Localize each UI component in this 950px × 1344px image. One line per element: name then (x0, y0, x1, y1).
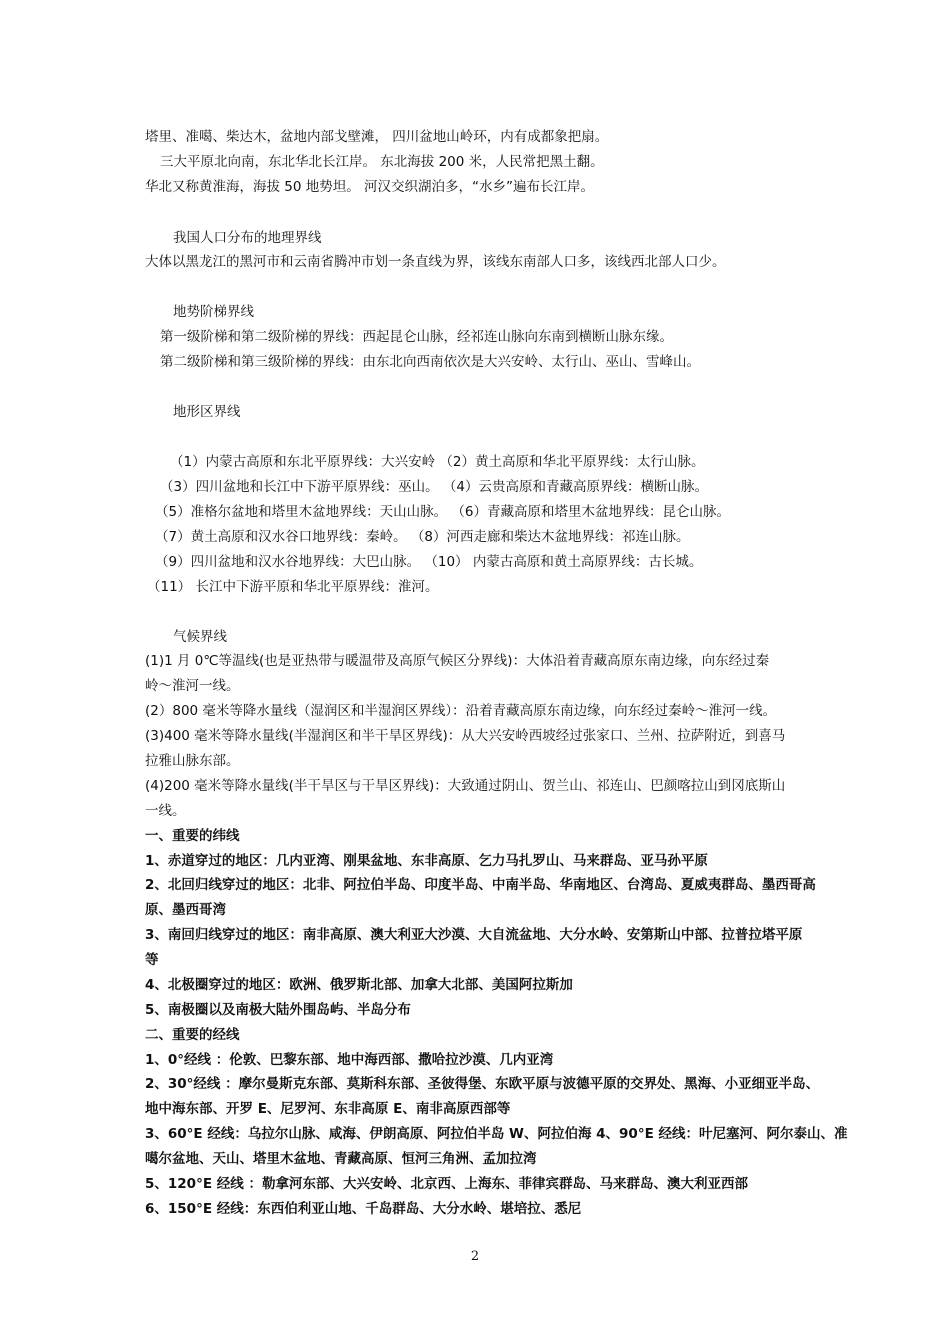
climate-line: 拉雅山脉东部。 (145, 753, 240, 769)
climate-line: 一线。 (145, 803, 186, 819)
latitude-line: 等 (145, 952, 159, 968)
longitude-line: 3、60°E 经线：乌拉尔山脉、咸海、伊朗高原、阿拉伯半岛 W、阿拉伯海 4、90°E 经线：叶尼塞河、阿尔泰山、准 (145, 1126, 848, 1142)
climate-line: (2）800 毫米等降水量线（湿润区和半湿润区界线）：沿着青藏高原东南边缘，向东经过秦岭～淮河一线。 (145, 703, 777, 719)
section-heading-climate: 气候界线 (173, 629, 227, 645)
section-heading-landform: 地形区界线 (173, 404, 241, 420)
terrain-step-line: 第一级阶梯和第二级阶梯的界线：西起昆仑山脉，经祁连山脉向东南到横断山脉东缘。 (160, 329, 673, 345)
longitude-line: 6、150°E 经线：东西伯利亚山地、千岛群岛、大分水岭、堪培拉、悉尼 (145, 1201, 582, 1217)
latitude-line: 1、赤道穿过的地区：几内亚湾、刚果盆地、东非高原、乞力马扎罗山、马来群岛、亚马孙平原 (145, 853, 708, 869)
longitude-line: 1、0°经线 ：伦敦、巴黎东部、地中海西部、撒哈拉沙漠、几内亚湾 (145, 1052, 554, 1068)
section-heading-latitudes: 一、重要的纬线 (145, 828, 240, 844)
poem-line: 三大平原北向南，东北华北长江岸。 东北海拔 200 米，人民常把黑土翻。 (160, 154, 604, 170)
climate-line: (1)1 月 0℃等温线(也是亚热带与暖温带及高原气候区分界线)：大体沿着青藏高原东南边缘，向东经过秦 (145, 653, 770, 669)
climate-line: (4)200 毫米等降水量线(半干旱区与干旱区界线)：大致通过阴山、贺兰山、祁连山、巴颜喀拉山到冈底斯山 (145, 778, 786, 794)
latitude-line: 5、南极圈以及南极大陆外围岛屿、半岛分布 (145, 1002, 411, 1018)
climate-line: (3)400 毫米等降水量线(半湿润区和半干旱区界线)：从大兴安岭西坡经过张家口、兰州、拉萨附近，到喜马 (145, 728, 786, 744)
section-heading-longitudes: 二、重要的经线 (145, 1027, 240, 1043)
landform-line: （3）四川盆地和长江中下游平原界线：巫山。 （4）云贵高原和青藏高原界线：横断山脉。 (160, 479, 708, 495)
section-heading-population: 我国人口分布的地理界线 (173, 230, 322, 246)
terrain-step-line: 第二级阶梯和第三级阶梯的界线：由东北向西南依次是大兴安岭、太行山、巫山、雪峰山。 (160, 354, 700, 370)
landform-line: （7）黄土高原和汉水谷口地界线：秦岭。 （8）河西走廊和柴达木盆地界线：祁连山脉。 (155, 529, 690, 545)
poem-line: 华北又称黄淮海，海拔 50 地势坦。 河汉交织湖泊多，“水乡”遍布长江岸。 (145, 179, 595, 195)
latitude-line: 4、北极圈穿过的地区：欧洲、俄罗斯北部、加拿大北部、美国阿拉斯加 (145, 977, 573, 993)
latitude-line: 2、北回归线穿过的地区：北非、阿拉伯半岛、印度半岛、中南半岛、华南地区、台湾岛、夏威夷群岛、墨西哥高 (145, 877, 816, 893)
section-heading-terrain-steps: 地势阶梯界线 (173, 304, 254, 320)
page-number: 2 (470, 1249, 480, 1264)
longitude-line: 5、120°E 经线 ：勒拿河东部、大兴安岭、北京西、上海东、菲律宾群岛、马来群岛、澳大利亚西部 (145, 1176, 748, 1192)
poem-line: 塔里、准噶、柴达木，盆地内部戈壁滩， 四川盆地山岭环，内有成都象把扇。 (145, 129, 609, 145)
latitude-line: 3、南回归线穿过的地区：南非高原、澳大利亚大沙漠、大自流盆地、大分水岭、安第斯山中部、拉普拉塔平原 (145, 927, 803, 943)
climate-line: 岭～淮河一线。 (145, 678, 240, 694)
longitude-line: 噶尔盆地、天山、塔里木盆地、青藏高原、恒河三角洲、孟加拉湾 (145, 1151, 537, 1167)
latitude-line: 原、墨西哥湾 (145, 902, 226, 918)
landform-line: （1）内蒙古高原和东北平原界线：大兴安岭 （2）黄土高原和华北平原界线：太行山脉。 (170, 454, 705, 470)
landform-line: （11） 长江中下游平原和华北平原界线：淮河。 (147, 579, 439, 595)
landform-line: （9）四川盆地和汉水谷地界线：大巴山脉。 （10） 内蒙古高原和黄土高原界线：古长城。 (155, 554, 703, 570)
longitude-line: 2、30°经线 ：摩尔曼斯克东部、莫斯科东部、圣彼得堡、东欧平原与波德平原的交界处、黑海、小亚细亚半岛、 (145, 1076, 820, 1092)
landform-line: （5）准格尔盆地和塔里木盆地界线：天山山脉。 （6）青藏高原和塔里木盆地界线：昆仑山脉。 (155, 504, 730, 520)
population-text: 大体以黑龙江的黑河市和云南省腾冲市划一条直线为界，该线东南部人口多，该线西北部人口少。 (145, 254, 726, 270)
longitude-line: 地中海东部、开罗 E、尼罗河、东非高原 E、南非高原西部等 (145, 1101, 511, 1117)
